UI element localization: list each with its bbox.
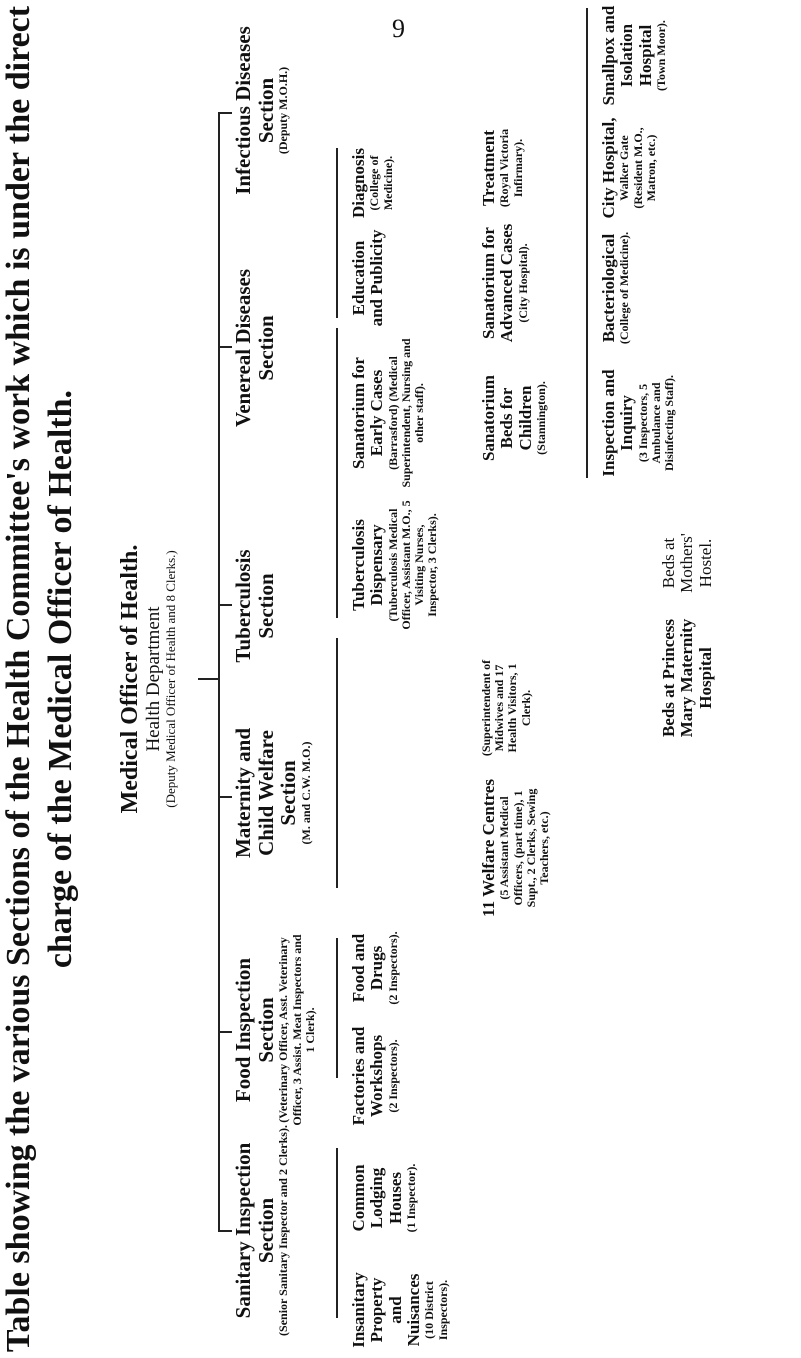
sub-children-beds bbox=[480, 358, 548, 478]
sub-name: Smallpox and Isolation Hospital bbox=[599, 5, 655, 106]
section-staff: (M. and C.W. M.O.) bbox=[299, 741, 314, 845]
head-staff: (Deputy Medical Officer of Health and 8 Clerks.) bbox=[163, 550, 179, 808]
sub-lodging bbox=[350, 1148, 418, 1248]
sub-treatment bbox=[480, 123, 525, 213]
connector bbox=[218, 112, 232, 114]
sub-early-cases bbox=[350, 338, 426, 488]
title-line-2: charge of the Medical Officer of Health. bbox=[42, 389, 79, 969]
sub-beds-princess-mary bbox=[660, 618, 715, 738]
section-name: Infectious Diseases Section bbox=[231, 26, 278, 195]
sub-staff: Walker Gate (Resident M.O., Matron, etc.) bbox=[617, 127, 658, 209]
sub-name: Diagnosis bbox=[349, 148, 368, 218]
section-name: Tuberculosis Section bbox=[231, 549, 278, 663]
sub-name: Sanatorium Beds for Children bbox=[479, 375, 535, 461]
sub-inspection bbox=[600, 358, 676, 488]
section-tuberculosis bbox=[232, 526, 277, 686]
section-venereal bbox=[232, 258, 277, 438]
sub-education bbox=[350, 228, 387, 328]
sub-name: Insanitary Property and Nuisances bbox=[349, 1272, 424, 1348]
sub-factories bbox=[350, 1026, 400, 1126]
sub-staff: (10 District Inspectors). bbox=[422, 1279, 450, 1341]
connector bbox=[218, 1230, 232, 1232]
sub-name: Inspection and Inquiry bbox=[599, 369, 637, 477]
sub-city-hospital bbox=[600, 113, 658, 223]
section-staff: (Senior Sanitary Inspector and 2 Clerks). bbox=[276, 1125, 291, 1336]
sub-staff: (2 Inspectors). bbox=[385, 1039, 400, 1113]
sub-insanitary bbox=[350, 1262, 450, 1358]
sub-name: Factories and Workshops bbox=[349, 1026, 387, 1126]
sub-staff: (Barrasford) (Medical Superintendent, Nursing and other staff). bbox=[385, 338, 427, 488]
sub-name: Beds at Mothers' Hostel. bbox=[659, 533, 715, 593]
sub-staff: (Royal Victoria Infirmary). bbox=[497, 128, 525, 208]
connector bbox=[218, 796, 232, 798]
sub-name: Treatment bbox=[479, 130, 498, 206]
section-staff: (Deputy M.O.H.) bbox=[276, 66, 291, 155]
sub-smallpox bbox=[600, 3, 668, 108]
connector bbox=[336, 1148, 338, 1318]
section-food bbox=[232, 930, 317, 1130]
sub-beds-hostel bbox=[660, 513, 715, 613]
sub-name: Beds at Princess Mary Maternity Hospital bbox=[659, 618, 715, 738]
sub-name: City Hospital, bbox=[599, 117, 618, 219]
section-name: Sanitary Inspection Section bbox=[231, 1142, 278, 1319]
sub-welfare bbox=[480, 778, 551, 918]
sub-midwives bbox=[480, 648, 533, 768]
section-infectious bbox=[232, 13, 291, 208]
title-line-1: Table showing the various Sections of the Health Committee's work which is under the direct bbox=[0, 5, 37, 1353]
sub-staff: (College of Medicine). bbox=[367, 155, 395, 211]
sub-name: Bacteriological bbox=[599, 233, 618, 343]
sub-bacteriological bbox=[600, 228, 632, 348]
section-name: Food Inspection Section bbox=[231, 957, 278, 1103]
connector bbox=[336, 938, 338, 1078]
connector bbox=[586, 8, 588, 478]
section-maternity bbox=[232, 703, 313, 883]
sub-staff: (Superintendent of Midwives and 17 Health Visitors, 1 Clerk). bbox=[479, 659, 533, 757]
head-name: Medical Officer of Health. bbox=[117, 544, 143, 814]
connector bbox=[218, 604, 232, 606]
connector bbox=[336, 148, 338, 318]
section-staff: (Veterinary Officer, Asst. Veterinary Officer, 3 Assist. Meat Inspectors and 1 Clerk). bbox=[276, 934, 317, 1126]
connector bbox=[218, 346, 232, 348]
sub-name: Tuberculosis Dispensary bbox=[349, 519, 387, 611]
sub-name: Common Lodging Houses bbox=[349, 1164, 405, 1232]
sub-advanced-cases bbox=[480, 218, 530, 348]
section-name: Maternity and Child Welfare Section bbox=[231, 727, 301, 859]
connector bbox=[336, 328, 338, 618]
sub-name: Education and Publicity bbox=[349, 229, 387, 327]
sub-staff: (1 Inspector). bbox=[404, 1163, 419, 1233]
sub-staff: (City Hospital). bbox=[515, 243, 530, 323]
connector bbox=[218, 1031, 232, 1033]
sub-name: Sanatorium for Early Cases bbox=[349, 357, 387, 469]
section-name: Venereal Diseases Section bbox=[231, 268, 278, 428]
sub-staff: (Tuberculosis Medical Officer, Assistant M.O., 5 Visiting Nurses, Inspector, 3 Clerks). bbox=[385, 500, 440, 630]
sub-tb-dispensary bbox=[350, 500, 439, 630]
head-dept: Health Department bbox=[142, 606, 164, 752]
sub-staff: (College of Medicine). bbox=[617, 231, 632, 345]
sub-staff: (2 Inspectors). bbox=[385, 931, 400, 1005]
page-number: 9 bbox=[392, 14, 405, 43]
sub-staff: (Stannington). bbox=[534, 381, 549, 455]
sub-staff: (Town Moor). bbox=[654, 20, 669, 91]
sub-food-drugs bbox=[350, 923, 400, 1013]
sub-staff: (5 Assistant Medical Officers, (part time), 1 Supt., 2 Clerks, Sewing Teachers, etc.) bbox=[497, 788, 551, 908]
sub-name: Sanatorium for Advanced Cases bbox=[479, 223, 517, 343]
section-sanitary bbox=[232, 1123, 291, 1338]
connector bbox=[336, 638, 338, 888]
sub-name: Food and Drugs bbox=[349, 933, 387, 1003]
sub-diagnosis bbox=[350, 138, 395, 228]
section-bus bbox=[218, 112, 220, 1232]
head-node bbox=[118, 429, 179, 929]
sub-staff: (3 Inspectors, 5 Ambulance and Disinfecting Staff). bbox=[635, 375, 677, 471]
sub-name: 11 Welfare Centres bbox=[479, 779, 498, 917]
connector bbox=[198, 678, 218, 680]
